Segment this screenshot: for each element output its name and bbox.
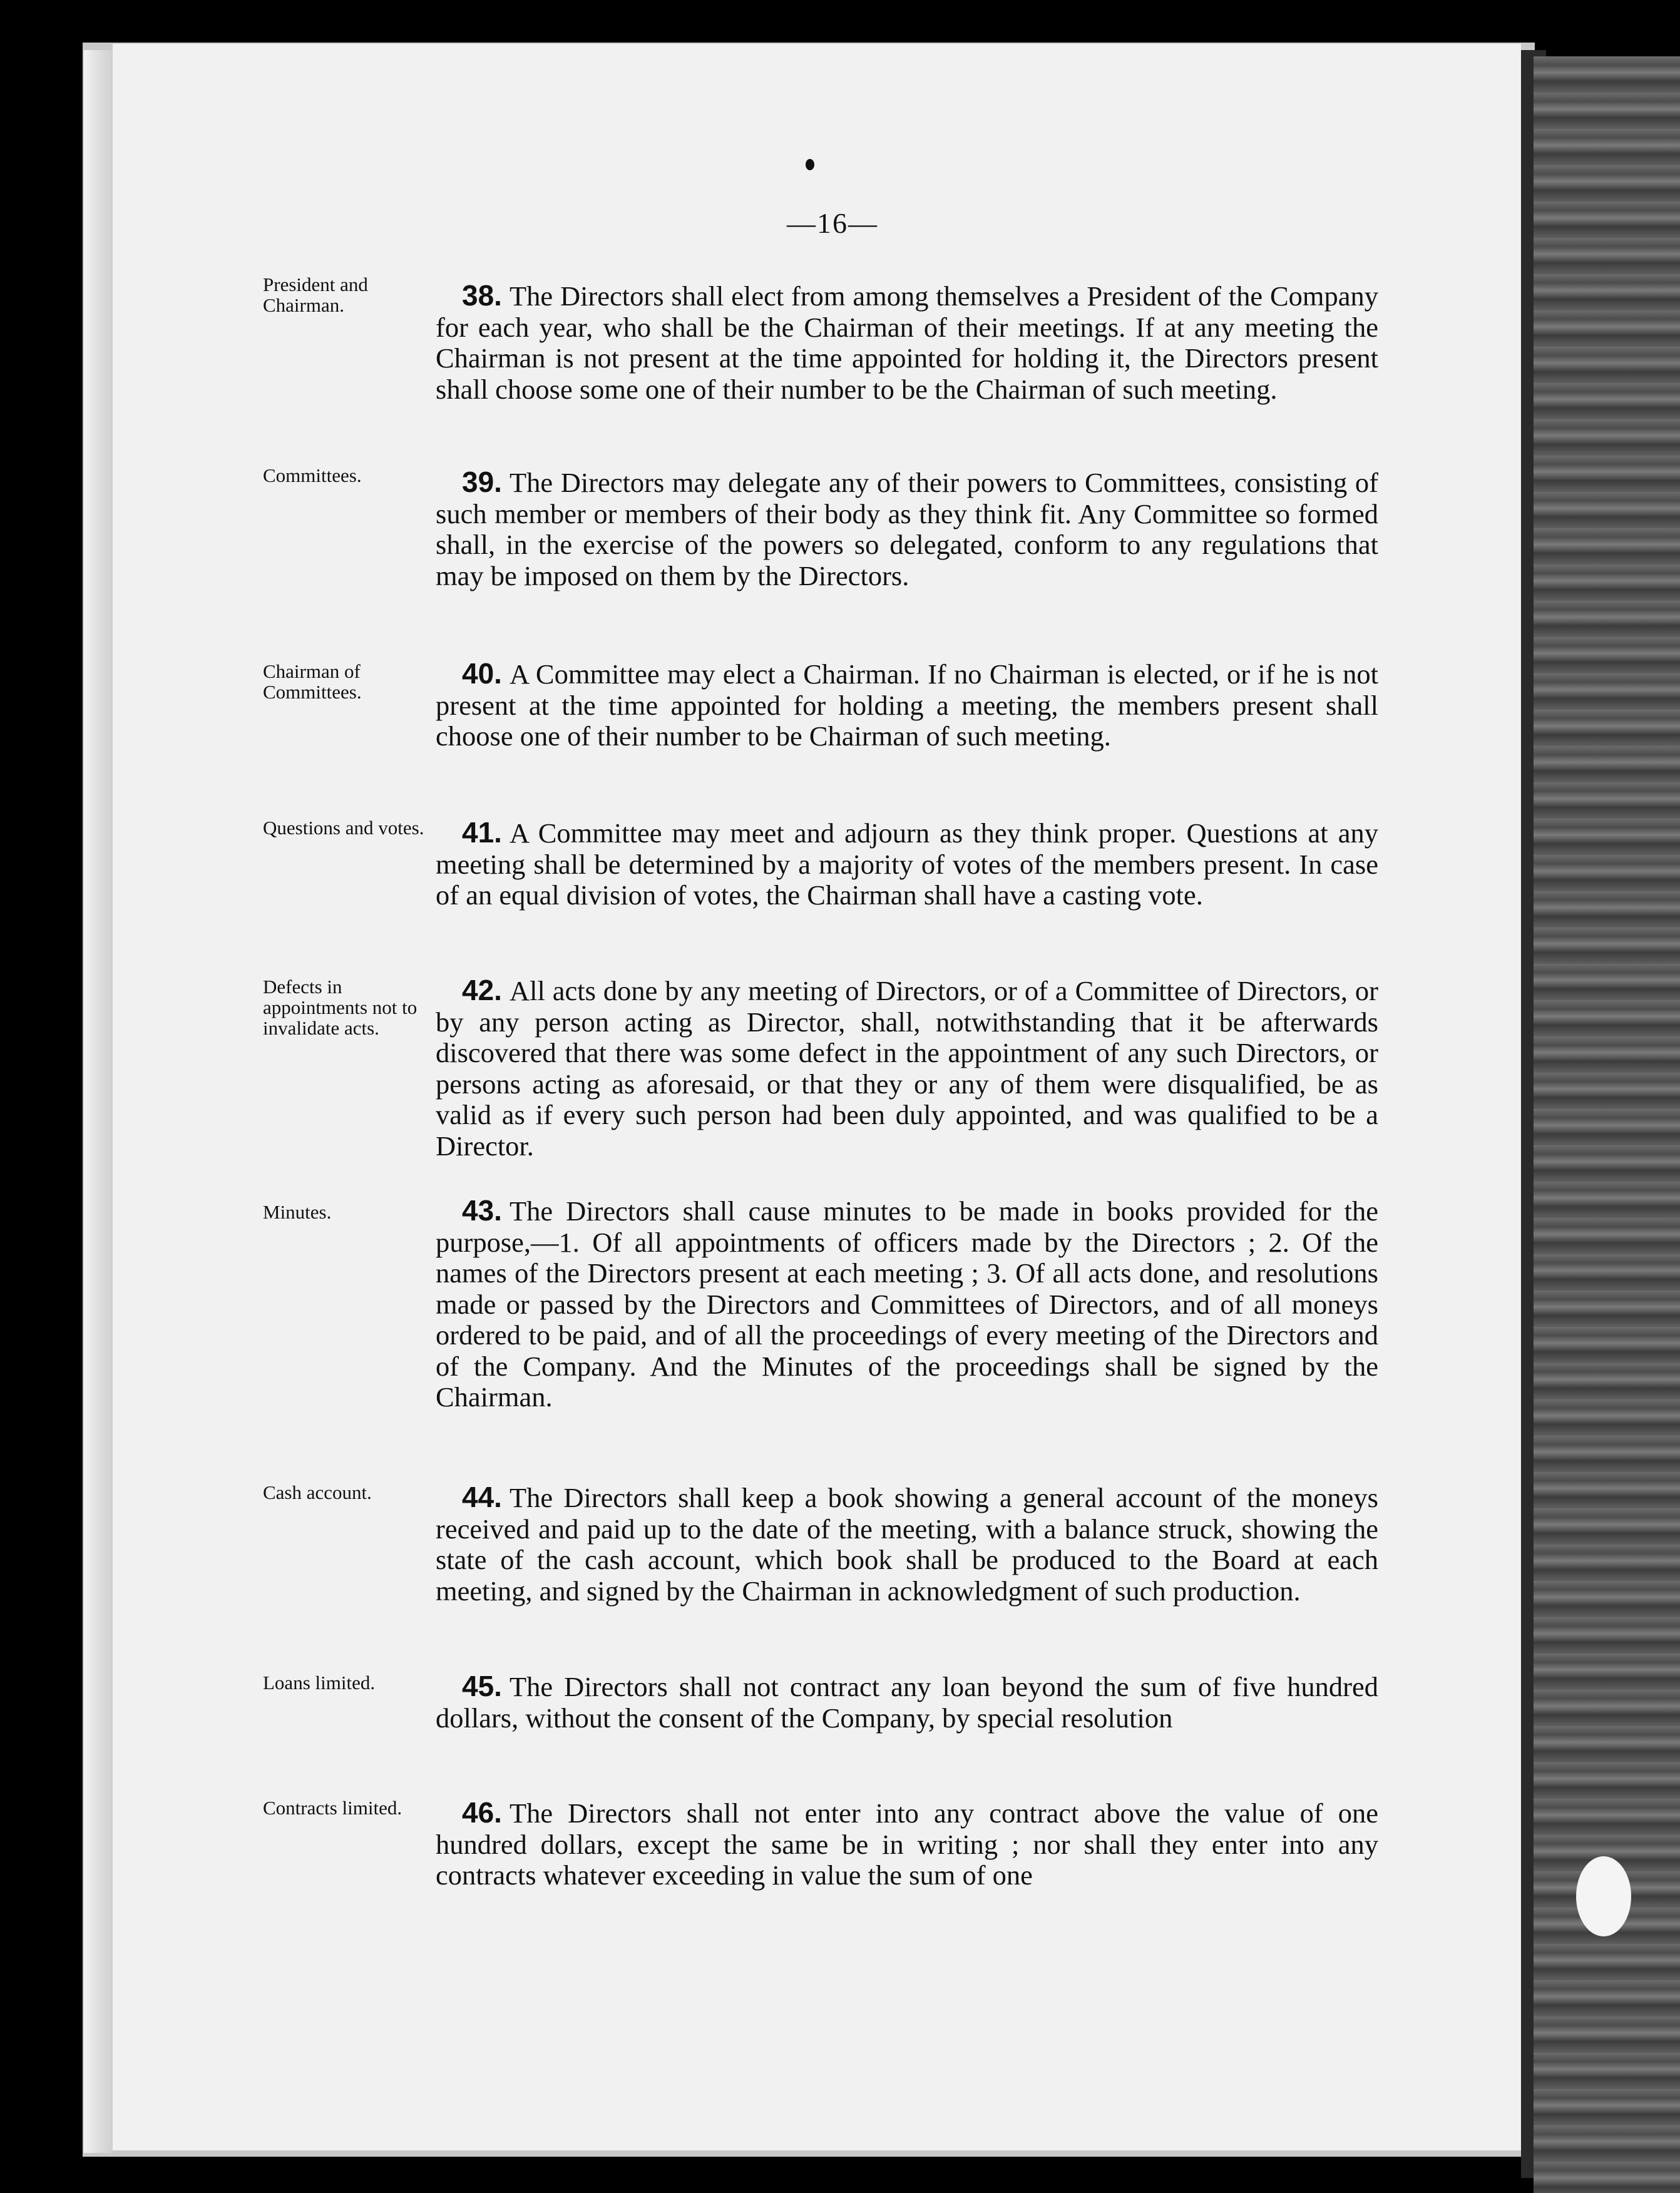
margin-note-38: President and Chairman. — [263, 273, 368, 316]
paragraph-text-41: A Committee may meet and adjourn as they think proper. Questions at any meeting shall be determined by a majority of votes of the members present. In case of an equal division of votes, the Chairman shall have a casting vote. — [436, 817, 1378, 911]
margin-note-40: Chairman of Committees. — [263, 660, 362, 703]
paragraph-45 — [436, 1671, 1378, 1734]
margin-note-43: Minutes. — [263, 1201, 332, 1223]
margin-note-44: Cash account. — [263, 1481, 372, 1503]
paragraph-text-46: The Directors shall not enter into any contract above the value of one hundred dollars, except the same be in writing ; nor shall they enter into any contracts whatever exceeding in value the sum of one — [436, 1797, 1378, 1891]
margin-note-41: Questions and votes. — [263, 817, 424, 839]
paragraph-text-43: The Directors shall cause minutes to be made in books provided for the purpose,—1. Of all appointments of officers made by the Directors ; 2. Of the names of the Directors present at each meeting ; 3. Of all acts done, and resolutions made or passed by the Directors and Committees of Directors, and of all moneys ordered to be paid, and of all the proceedings of every meeting of the Directors and of the Company. And the Minutes of the proceedings shall be signed by the Chairman. — [436, 1195, 1378, 1413]
margin-note-45: Loans limited. — [263, 1672, 376, 1694]
paragraph-46 — [436, 1797, 1378, 1891]
paragraph-text-45: The Directors shall not contract any loan beyond the sum of five hundred dollars, without the consent of the Company, by special resolution — [436, 1671, 1378, 1734]
ink-dot — [806, 159, 814, 170]
paragraph-text-44: The Directors shall keep a book showing a general account of the moneys received and paid up to the date of the meeting, with a balance struck, showing the state of the cash account, which book shall be produced to the Board at each meeting, and signed by the Chairman in acknowledgment of such production. — [436, 1482, 1378, 1607]
paragraph-text-38: The Directors shall elect from among themselves a President of the Company for each year, who shall be the Chairman of their meetings. If at any meeting the Chairman is not present at the time appointed for holding it, the Directors present shall choose some one of their number to be the Chairman of such meeting. — [436, 280, 1378, 405]
margin-note-42: Defects in appointments not to invalidate acts. — [263, 976, 417, 1039]
paragraph-44 — [436, 1482, 1378, 1607]
section-number-46: 46. — [462, 1796, 502, 1829]
section-number-43: 43. — [462, 1194, 502, 1227]
paragraph-41 — [436, 817, 1378, 911]
margin-note-39: Committees. — [263, 464, 362, 486]
section-number-41: 41. — [462, 816, 502, 849]
paragraph-39 — [436, 467, 1378, 591]
section-number-38: 38. — [462, 279, 502, 312]
paragraph-42 — [436, 975, 1378, 1162]
section-number-45: 45. — [462, 1670, 502, 1702]
section-number-44: 44. — [462, 1481, 502, 1513]
page-number: —16— — [787, 207, 878, 239]
paragraph-text-40: A Committee may elect a Chairman. If no Chairman is elected, or if he is not present at the time appointed for holding a meeting, the members present shall choose one of their number to be Chairman of such meeting. — [436, 658, 1378, 752]
paragraph-38 — [436, 280, 1378, 405]
margin-note-46: Contracts limited. — [263, 1797, 402, 1819]
paragraph-43 — [436, 1195, 1378, 1413]
paragraph-text-42: All acts done by any meeting of Directors, or of a Committee of Directors, or by any person acting as Director, shall, notwithstanding that it be afterwards discovered that there was some defect in the appointment of any such Directors, or persons acting as aforesaid, or that they or any of them were disqualified, be as valid as if every such person had been duly appointed, and was qualified to be a Director. — [436, 975, 1378, 1162]
page-edge — [84, 50, 113, 2153]
paragraph-text-39: The Directors may delegate any of their powers to Committees, consisting of such member or members of their body as they think fit. Any Committee so formed shall, in the exercise of the powers so delegated, conform to any regulations that may be imposed on them by the Directors. — [436, 467, 1378, 591]
section-number-42: 42. — [462, 974, 502, 1006]
section-number-39: 39. — [462, 466, 502, 498]
paragraph-40 — [436, 658, 1378, 752]
punched-hole — [1576, 1856, 1631, 1936]
section-number-40: 40. — [462, 657, 502, 690]
